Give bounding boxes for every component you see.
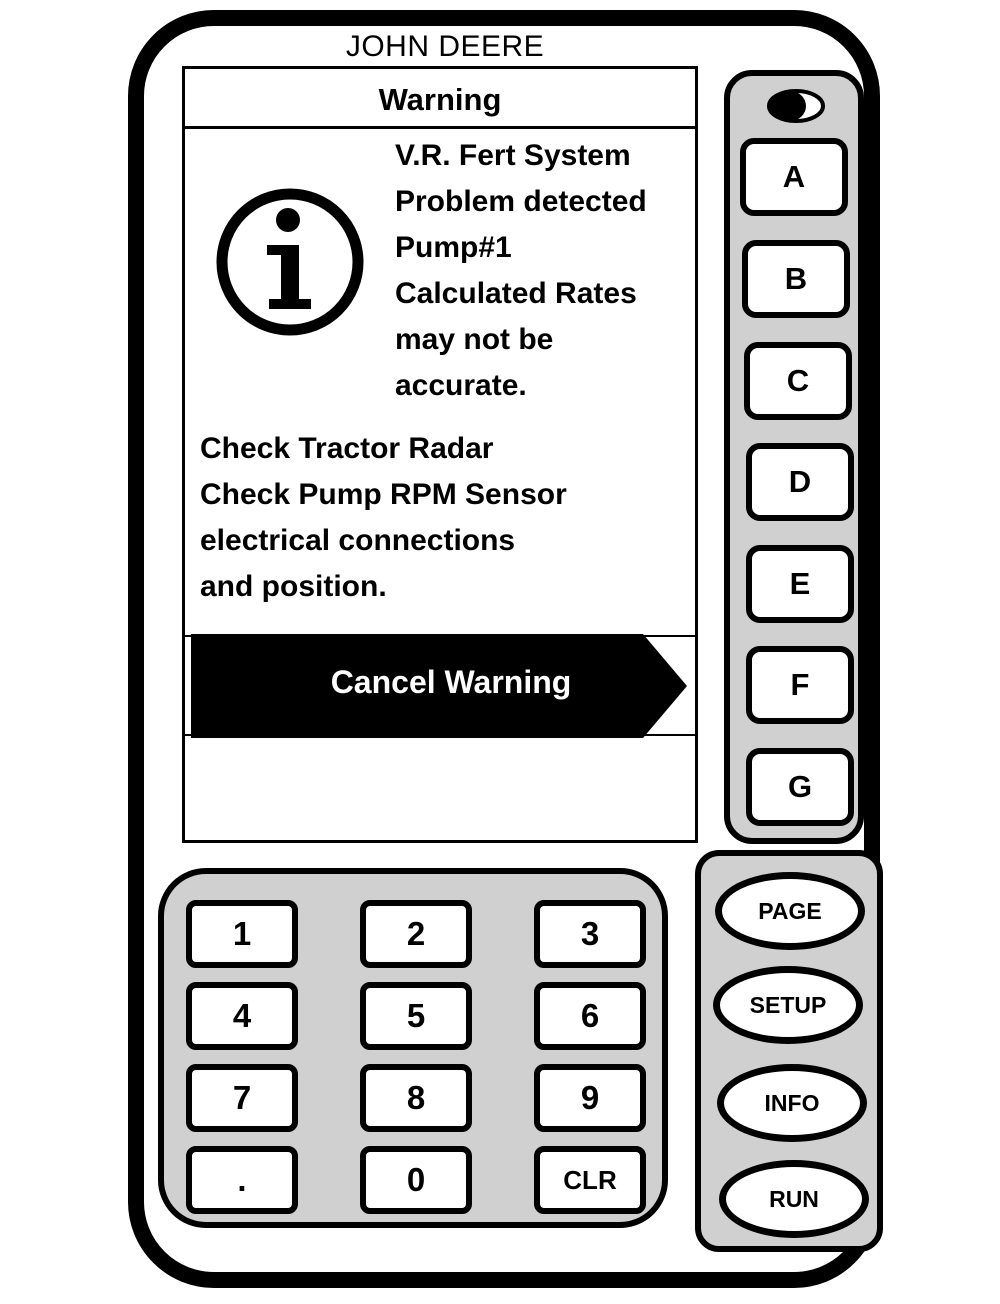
instruction-line: electrical connections (200, 524, 516, 557)
key-1[interactable]: 1 (186, 900, 298, 968)
brand-label: JOHN DEERE (345, 30, 545, 63)
warning-message-line: Pump#1 (395, 231, 512, 264)
key-5[interactable]: 5 (360, 982, 472, 1050)
key-7[interactable]: 7 (186, 1064, 298, 1132)
soft-key-b[interactable]: B (742, 240, 850, 318)
function-key-panel (695, 850, 883, 1252)
key-0[interactable]: 0 (360, 1146, 472, 1214)
key-6[interactable]: 6 (534, 982, 646, 1050)
warning-message-line: V.R. Fert System (395, 139, 631, 172)
soft-key-d[interactable]: D (746, 443, 854, 521)
cancel-warning-label: Cancel Warning (330, 664, 572, 700)
contrast-icon[interactable] (766, 88, 826, 124)
key-decimal[interactable]: . (186, 1146, 298, 1214)
soft-key-e[interactable]: E (746, 545, 854, 623)
instruction-line: Check Tractor Radar (200, 432, 494, 465)
info-button[interactable]: INFO (717, 1064, 867, 1142)
warning-message-line: accurate. (395, 369, 527, 402)
numeric-keypad (158, 868, 668, 1228)
key-9[interactable]: 9 (534, 1064, 646, 1132)
key-4[interactable]: 4 (186, 982, 298, 1050)
info-icon (215, 187, 365, 337)
run-button[interactable]: RUN (719, 1160, 869, 1238)
screen-title: Warning (185, 69, 695, 129)
instruction-line: and position. (200, 570, 387, 603)
page-button[interactable]: PAGE (715, 872, 865, 950)
soft-key-g[interactable]: G (746, 748, 854, 826)
soft-key-a[interactable]: A (740, 138, 848, 216)
warning-message-line: Calculated Rates (395, 277, 637, 310)
warning-message-line: Problem detected (395, 185, 647, 218)
key-8[interactable]: 8 (360, 1064, 472, 1132)
display-screen (182, 66, 698, 843)
soft-key-panel (724, 70, 864, 844)
key-2[interactable]: 2 (360, 900, 472, 968)
key-3[interactable]: 3 (534, 900, 646, 968)
soft-key-f[interactable]: F (746, 646, 854, 724)
key-clear[interactable]: CLR (534, 1146, 646, 1214)
soft-key-c[interactable]: C (744, 342, 852, 420)
warning-message-line: may not be (395, 323, 554, 356)
cancel-warning-button[interactable] (191, 634, 687, 738)
setup-button[interactable]: SETUP (713, 966, 863, 1044)
instruction-line: Check Pump RPM Sensor (200, 478, 567, 511)
